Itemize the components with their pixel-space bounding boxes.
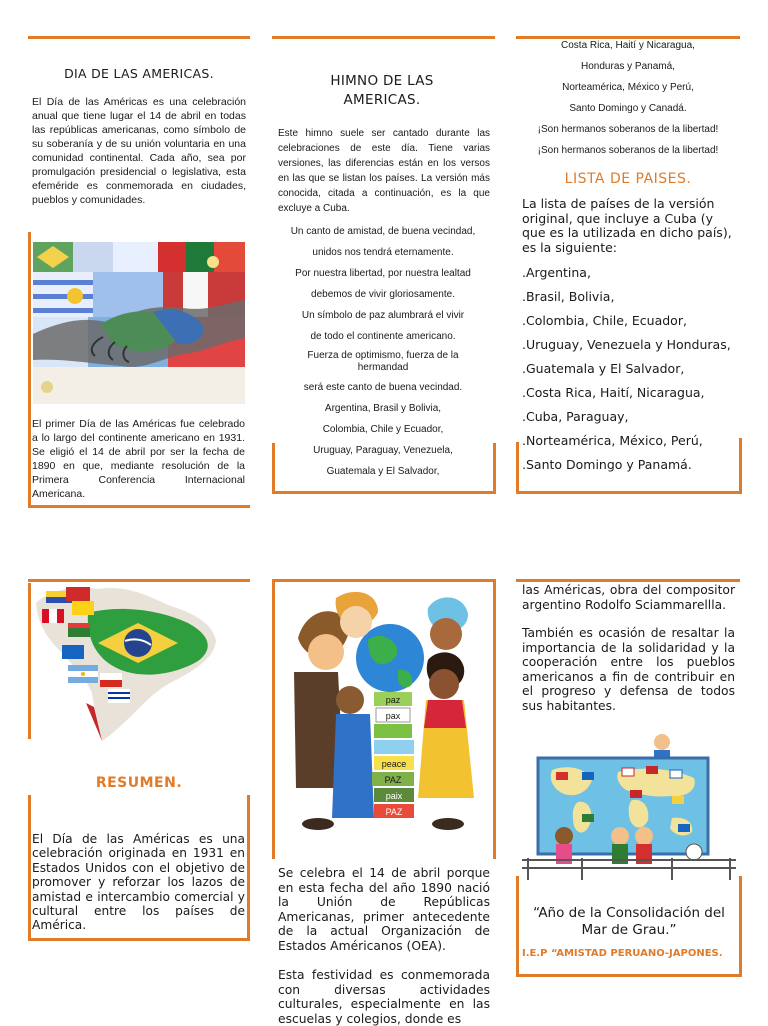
handshake-flags-image — [33, 242, 245, 404]
motto-text: “Año de la Consolidación del Mar de Grau.” — [533, 905, 725, 938]
col1-title: DIA DE LAS AMERICAS. — [64, 66, 214, 81]
country-list-item: .Brasil, Bolivia, — [522, 289, 615, 304]
col6-text — [522, 583, 735, 713]
hymn-verse: Fuerza de optimismo, fuerza de la hermandad — [307, 350, 459, 373]
col1-top-rule — [28, 36, 250, 39]
children-globe-image — [278, 588, 490, 850]
col4-left-rule — [28, 583, 31, 739]
col5-top-rule — [272, 579, 495, 582]
globe-word: paz — [385, 695, 401, 705]
school-name: I.E.P “AMISTAD PERUANO-JAPONES. — [522, 948, 723, 959]
hymn-verse: Un canto de amistad, de buena vecindad, — [290, 226, 476, 237]
col1-history-text: El primer Día de las Américas fue celebrado a lo largo del continente americano en 1931. Se eligió el 14 de abril por ser la fecha de 1890 en que, mediante resolución de la Primera Conferencia Internacional Americana. — [32, 418, 245, 500]
country-list-item: .Colombia, Chile, Ecuador, — [522, 313, 687, 328]
col3-left-rule — [516, 442, 519, 494]
country-list — [522, 266, 736, 482]
col2-bottom-rule — [272, 491, 496, 494]
hymn-verse: de todo el continente americano. — [310, 331, 456, 342]
col3-top-rule — [516, 36, 740, 39]
list-title: LISTA DE PAISES. — [564, 171, 692, 187]
globe-word: PAZ — [384, 775, 402, 785]
col5-paragraph-1: Se celebra el 14 de abril porque en esta fecha del año 1890 nació la Unión de Repúblicas Americanas, primer antecedente de la actual Organización de Estados Américanos (OEA). — [278, 866, 490, 953]
summary-text: El Día de las Américas es una celebración originada en 1931 en Estados Unidos con el objetivo de promover y reforzar los lazos de amistad e intercambio comercial y cultural entre los países de América. — [32, 832, 245, 933]
col5-right-rule — [493, 579, 496, 859]
hymn-verse: Argentina, Brasil y Bolivia, — [324, 403, 442, 414]
col4-bottom-rule — [28, 938, 250, 941]
globe-word: peace — [381, 759, 407, 769]
globe-word: pax — [385, 711, 401, 721]
hymn-verse: unidos nos tendrá eternamente. — [312, 247, 454, 258]
col2-intro-text: Este himno suele ser cantado durante las celebraciones de este día. Tiene varias versiones, las diferencias están en los versos en las que se listan los países. La versión más conocida, citada a continuación, es la que excluye a Cuba. — [278, 128, 490, 214]
col6-top-rule — [516, 579, 740, 582]
country-list-item: .Guatemala y El Salvador, — [522, 361, 685, 376]
hymn-verse: Santo Domingo y Canadá. — [569, 103, 687, 114]
col1-bottom-rule — [28, 505, 250, 508]
list-intro-text: La lista de países de la versión original, que incluye a Cuba (y que es la utilizada en dicho país), es la siguiente: — [522, 196, 732, 255]
hymn-verse: Norteamérica, México y Perú, — [562, 82, 694, 93]
country-list-item: .Uruguay, Venezuela y Honduras, — [522, 337, 731, 352]
col2-title: HIMNO DE LAS AMERICAS. — [330, 73, 434, 108]
col2-top-rule — [272, 36, 495, 39]
col5-left-rule — [272, 579, 275, 859]
col6-paragraph-2: También es ocasión de resaltar la importancia de la solidaridad y la cooperación entre los pueblos americanos a fin de contribuir en el progreso y defensa de todos sus habitantes. — [522, 626, 735, 713]
hymn-verse: Guatemala y El Salvador, — [326, 466, 440, 477]
col1-intro-text: El Día de las Américas es una celebración anual que tiene lugar el 14 de abril en todas las repúblicas americanas, como símbolo de su soberanía y de su unión voluntaria en una comunidad continental. Cada año, sea por promulgación presidencial o legislativa, esta efeméride es conmemorada en ciudades, pueblos y comunidades. — [32, 96, 246, 206]
col4-top-rule — [28, 579, 250, 582]
kids-world-map-image — [522, 732, 736, 882]
summary-title: RESUMEN. — [95, 775, 183, 791]
col3-bottom-rule — [516, 491, 742, 494]
country-list-item: .Santo Domingo y Panamá. — [522, 457, 692, 472]
hymn-verse: ¡Son hermanos soberanos de la libertad! — [537, 145, 719, 156]
country-list-item: .Argentina, — [522, 265, 591, 280]
hymn-verse: Uruguay, Paraguay, Venezuela, — [313, 445, 453, 456]
col1-intro-block — [32, 66, 246, 207]
col6-paragraph-1: las Américas, obra del compositor argentino Rodolfo Sciammarellla. — [522, 583, 735, 612]
col3-right-rule — [739, 438, 742, 494]
col5-text — [278, 866, 490, 1026]
hymn-verse: Honduras y Panamá, — [581, 61, 675, 72]
col6-bottom-rule — [516, 974, 742, 977]
country-list-item: .Costa Rica, Haití, Nicaragua, — [522, 385, 705, 400]
country-list-item: .Norteamérica, México, Perú, — [522, 433, 703, 448]
south-america-map-image — [28, 583, 228, 743]
globe-word: paix — [385, 791, 403, 801]
col2-left-rule — [272, 443, 275, 494]
col2-right-rule — [493, 443, 496, 494]
hymn-verse: ¡Son hermanos soberanos de la libertad! — [537, 124, 719, 135]
globe-word: PAZ — [385, 807, 403, 817]
col2-hymn-verses — [280, 226, 486, 487]
col3-hymn-verses — [520, 40, 736, 166]
col5-paragraph-2: Esta festividad es conmemorada con diversas actividades culturales, especialmente en las escuelas y colegios, donde es — [278, 968, 490, 1026]
hymn-verse: será este canto de buena vecindad. — [303, 382, 463, 393]
hymn-verse: Por nuestra libertad, por nuestra lealtad — [295, 268, 471, 279]
col4-right-rule — [247, 795, 250, 941]
hymn-verse: Un símbolo de paz alumbrará el vivir — [301, 310, 465, 321]
col1-side-rule — [28, 232, 31, 507]
hymn-verse: debemos de vivir gloriosamente. — [311, 289, 455, 300]
country-list-item: .Cuba, Paraguay, — [522, 409, 629, 424]
col6-left-rule — [516, 876, 519, 977]
col6-right-rule — [739, 876, 742, 977]
hymn-verse: Colombia, Chile y Ecuador, — [322, 424, 444, 435]
col4-left-rule-lower — [28, 795, 31, 941]
hymn-verse: Costa Rica, Haití y Nicaragua, — [561, 40, 695, 51]
